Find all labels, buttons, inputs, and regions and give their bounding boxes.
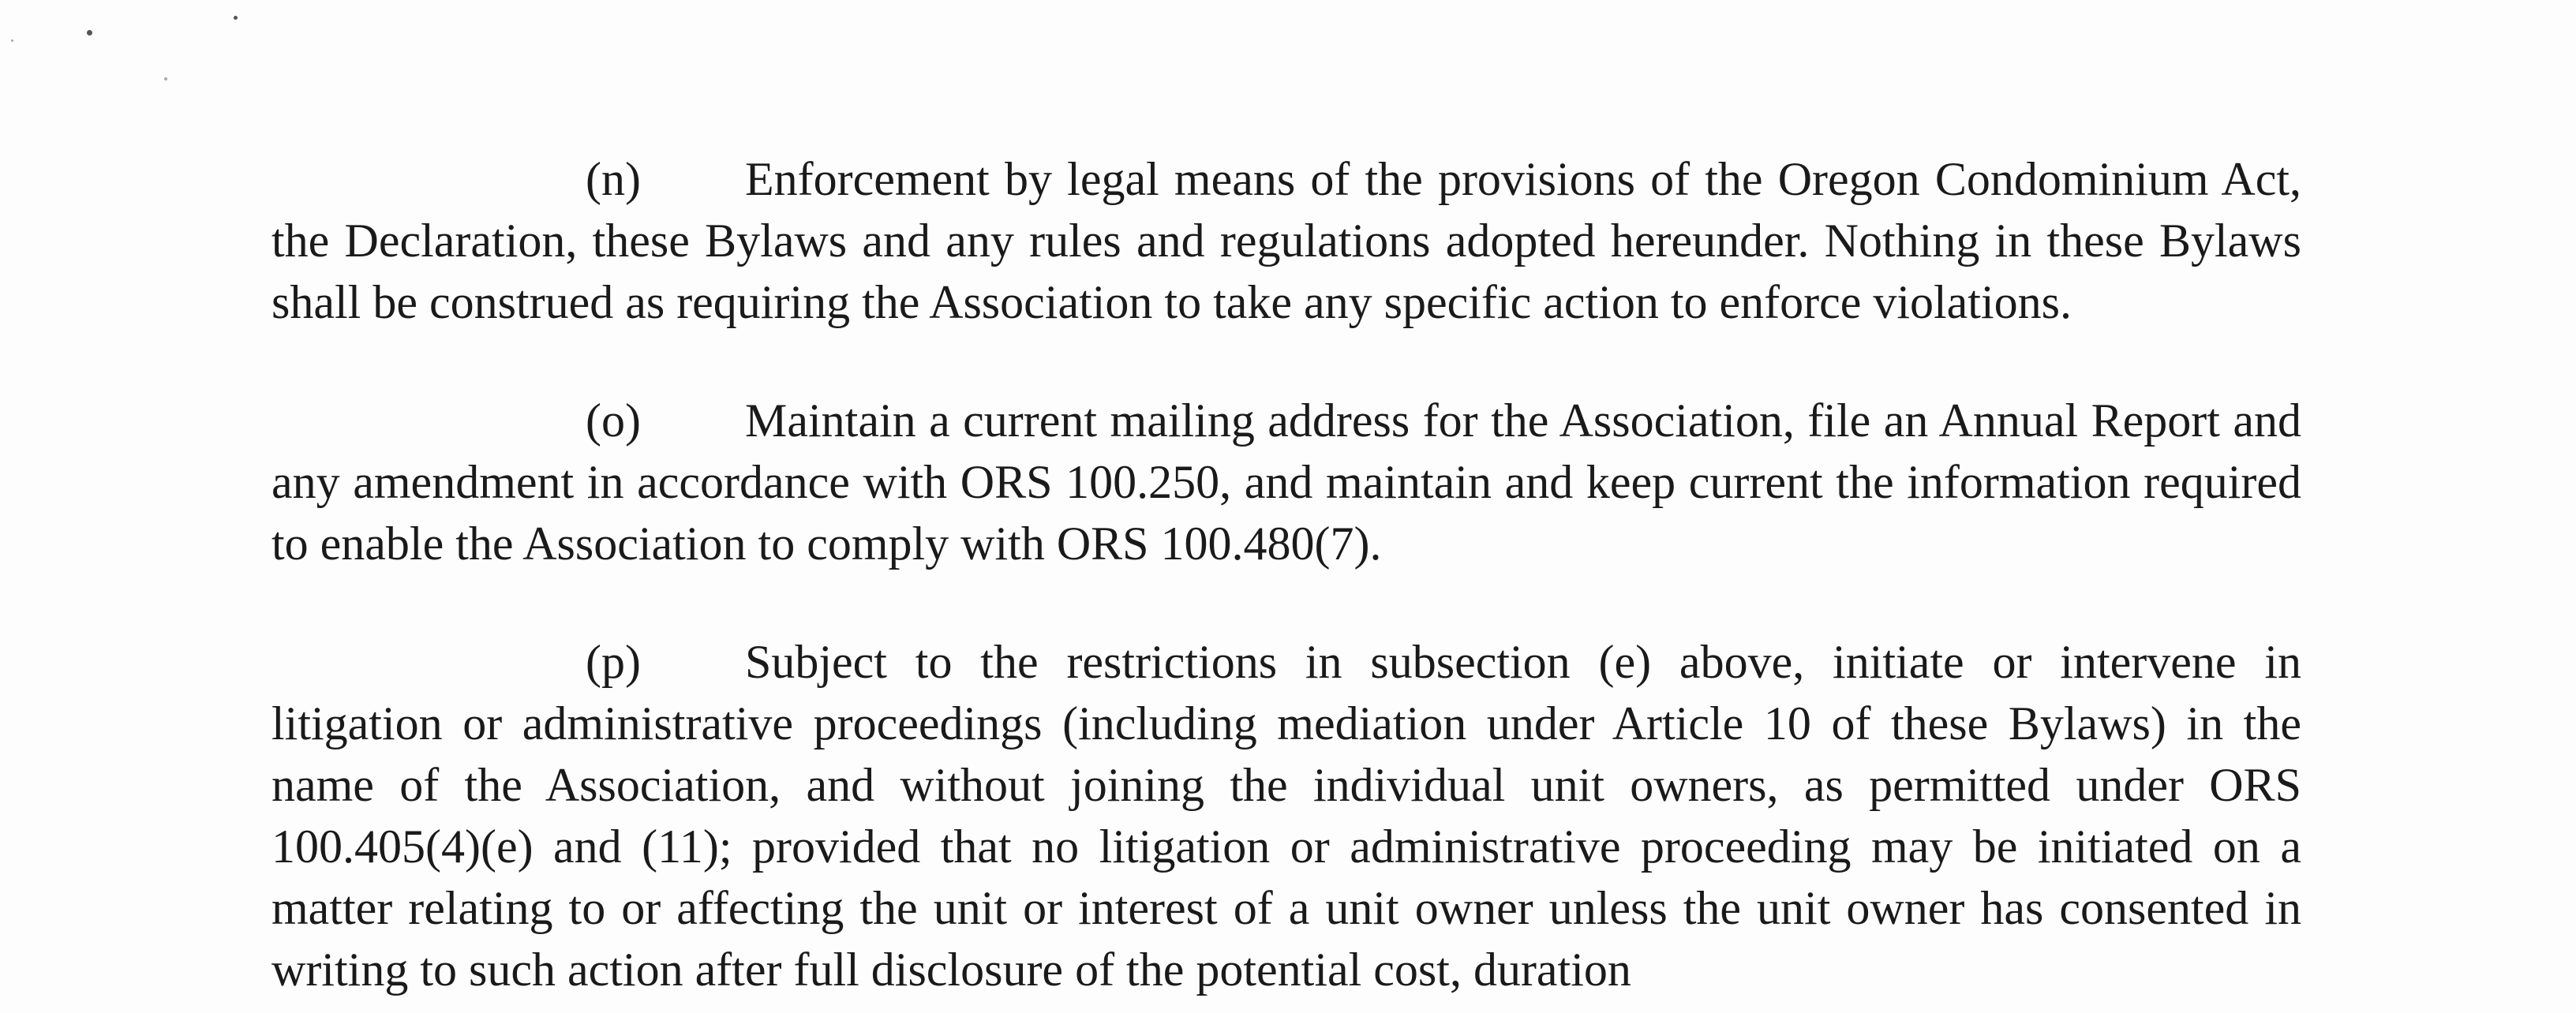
scan-speck [164, 77, 167, 80]
paragraph-text: Subject to the restrictions in subsection (e) above, initiate or intervene in litigation or administrative proceedings (including mediation under Article 10 of these Bylaws) in the name of the Association, and without joining the individual unit owners, as permitted under ORS 100.405(4)(e) and (11); provided that no litigation or administrative proceeding may be initiated on a matter relating to or affecting the unit or interest of a unit owner unless the unit owner has consented in writing to such action after full disclosure of the potential cost, duration [271, 636, 2301, 996]
paragraph-label: (o) [586, 394, 641, 447]
paragraph-n [271, 148, 2301, 333]
scan-speck [11, 39, 13, 42]
scan-speck [234, 16, 238, 20]
paragraph-p [271, 631, 2301, 1000]
paragraph-text: Enforcement by legal means of the provisions of the Oregon Condominium Act, the Declaration, these Bylaws and any rules and regulations adopted hereunder. Nothing in these Bylaws shall be construed as requiring the Association to take any specific action to enforce violations. [271, 153, 2301, 328]
paragraph-label: (n) [586, 153, 641, 205]
paragraph-o [271, 390, 2301, 574]
paragraph-label: (p) [586, 636, 641, 688]
document-body [271, 148, 2301, 1000]
paragraph-text: Maintain a current mailing address for the Association, file an Annual Report and any amendment in accordance with ORS 100.250, and maintain and keep current the information required to enable the Association to comply with ORS 100.480(7). [271, 394, 2301, 570]
scan-speck [87, 30, 92, 36]
